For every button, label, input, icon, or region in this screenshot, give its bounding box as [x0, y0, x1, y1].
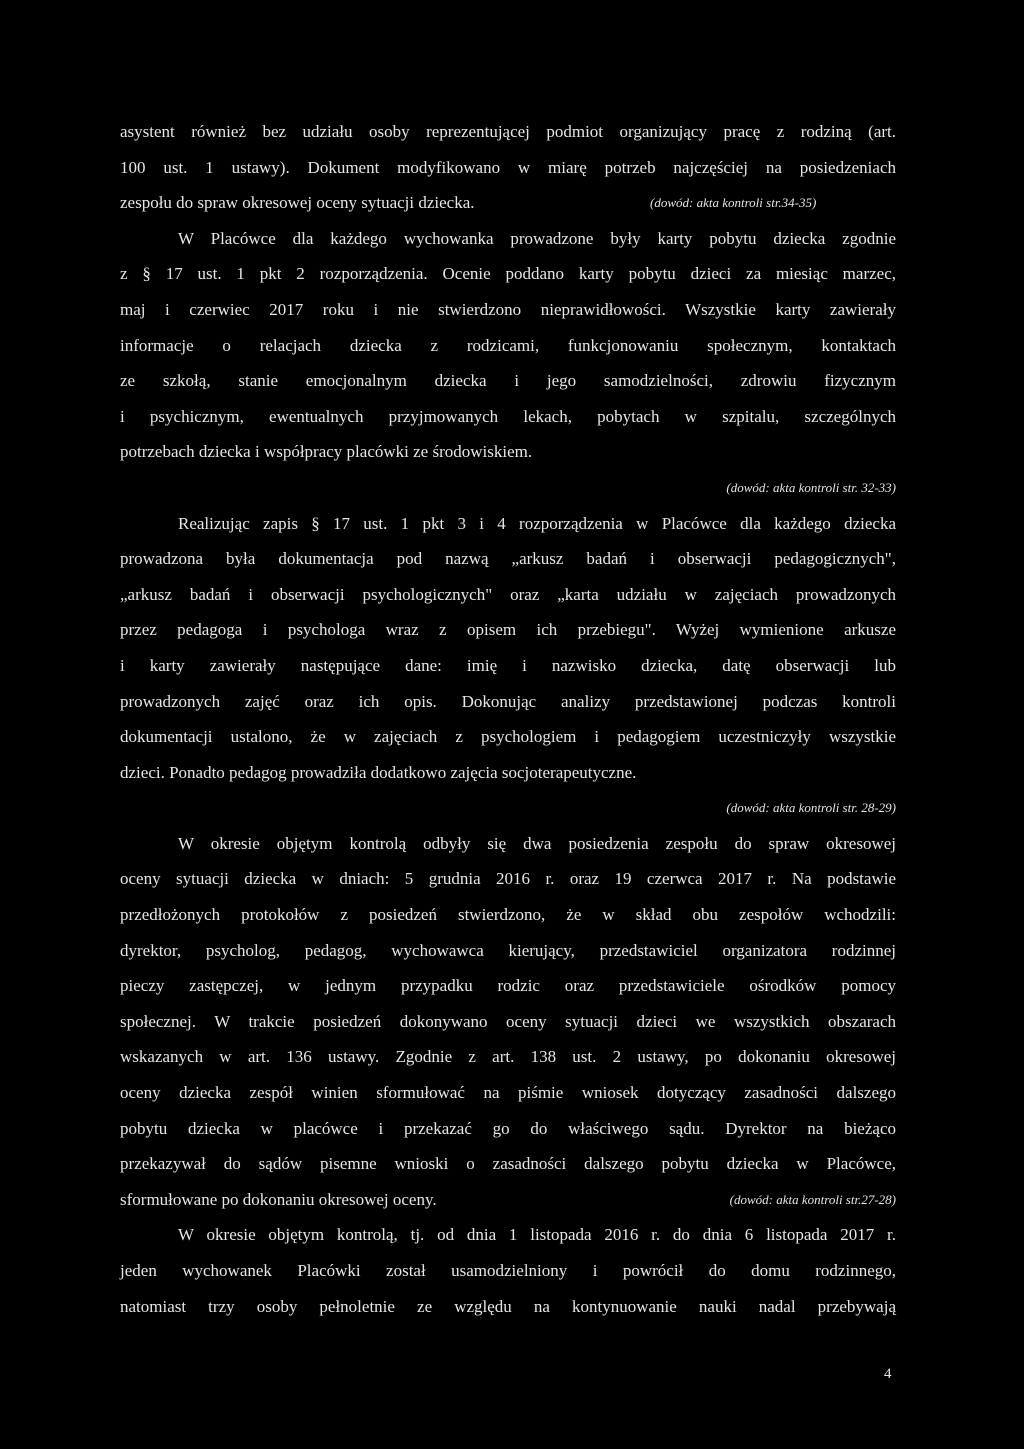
text-line: przedłożonych protokołów z posiedzeń stwierdzono, że w skład obu zespołów wchodzili:: [120, 905, 896, 925]
text-line: dzieci. Ponadto pedagog prowadziła dodatkowo zajęcia socjoterapeutyczne.: [120, 762, 637, 782]
text-line: maj i czerwiec 2017 roku i nie stwierdzono nieprawidłowości. Wszystkie karty zawierały: [120, 299, 896, 319]
evidence-reference: (dowód: akta kontroli str. 32-33): [726, 479, 896, 495]
text-line: informacje o relacjach dziecka z rodzicami, funkcjonowaniu społecznym, kontaktach: [120, 335, 896, 355]
text-line: i psychicznym, ewentualnych przyjmowanych lekach, pobytach w szpitalu, szczególnych: [120, 406, 896, 426]
text-line: natomiast trzy osoby pełnoletnie ze względu na kontynuowanie nauki nadal przebywają: [120, 1296, 896, 1316]
document-body: [120, 114, 896, 1324]
text-line: z § 17 ust. 1 pkt 2 rozporządzenia. Ocenie poddano karty pobytu dzieci za miesiąc marzec,: [120, 264, 896, 284]
text-line: W okresie objętym kontrolą, tj. od dnia 1 listopada 2016 r. do dnia 6 listopada 2017 r.: [178, 1225, 896, 1245]
text-line: pobytu dziecka w placówce i przekazać go do właściwego sądu. Dyrektor na bieżąco: [120, 1118, 896, 1138]
text-line: ze szkołą, stanie emocjonalnym dziecka i jego samodzielności, zdrowiu fizycznym: [120, 371, 896, 391]
text-line: wskazanych w art. 136 ustawy. Zgodnie z art. 138 ust. 2 ustawy, po dokonaniu okresowej: [120, 1047, 896, 1067]
evidence-reference: (dowód: akta kontroli str. 28-29): [726, 800, 896, 816]
text-line: 100 ust. 1 ustawy). Dokument modyfikowano w miarę potrzeb najczęściej na posiedzeniach: [120, 157, 896, 177]
text-line: przez pedagoga i psychologa wraz z opisem ich przebiegu". Wyżej wymienione arkusze: [120, 620, 896, 640]
text-line: [120, 1182, 896, 1218]
text-line: W okresie objętym kontrolą odbyły się dwa posiedzenia zespołu do spraw okresowej: [178, 833, 896, 853]
text-line: prowadzonych zajęć oraz ich opis. Dokonując analizy przedstawionej podczas kontroli: [120, 691, 896, 711]
text-line-content: sformułowane po dokonaniu okresowej oceny.: [120, 1189, 437, 1209]
text-line: Realizując zapis § 17 ust. 1 pkt 3 i 4 rozporządzenia w Placówce dla każdego dziecka: [178, 513, 896, 533]
text-line: prowadzona była dokumentacja pod nazwą „arkusz badań i obserwacji pedagogicznych",: [120, 549, 896, 569]
text-line: i karty zawierały następujące dane: imię i nazwisko dziecka, datę obserwacji lub: [120, 655, 896, 675]
text-line: asystent również bez udziału osoby reprezentującej podmiot organizujący pracę z rodziną (art.: [120, 122, 896, 141]
text-line: W Placówce dla każdego wychowanka prowadzone były karty pobytu dziecka zgodnie: [178, 228, 896, 248]
text-line: dokumentacji ustalono, że w zajęciach z psychologiem i pedagogiem uczestniczyły wszystkie: [120, 727, 896, 747]
text-line: pieczy zastępczej, w jednym przypadku rodzic oraz przedstawiciele ośrodków pomocy: [120, 976, 896, 996]
text-line: potrzebach dziecka i współpracy placówki ze środowiskiem.: [120, 442, 533, 462]
text-line: społecznej. W trakcie posiedzeń dokonywano oceny sytuacji dzieci we wszystkich obszarach: [120, 1011, 896, 1031]
evidence-reference: (dowód: akta kontroli str.34-35): [650, 195, 817, 211]
text-line: „arkusz badań i obserwacji psychologicznych" oraz „karta udziału w zajęciach prowadzonych: [120, 584, 896, 604]
text-line: oceny dziecka zespół winien sformułować na piśmie wniosek dotyczący zasadności dalszego: [120, 1083, 896, 1103]
evidence-reference: (dowód: akta kontroli str.27-28): [729, 1191, 896, 1207]
text-line: jeden wychowanek Placówki został usamodzielniony i powrócił do domu rodzinnego,: [120, 1261, 896, 1280]
page-number: 4: [884, 1366, 892, 1382]
text-line: dyrektor, psycholog, pedagog, wychowawca kierujący, przedstawiciel organizatora rodzinnej: [120, 940, 896, 960]
text-line: oceny sytuacji dziecka w dniach: 5 grudnia 2016 r. oraz 19 czerwca 2017 r. Na podstawie: [120, 869, 896, 889]
text-line-content: zespołu do spraw okresowej oceny sytuacji dziecka.: [120, 193, 475, 213]
text-line: [120, 185, 896, 221]
text-line: przekazywał do sądów pisemne wnioski o zasadności dalszego pobytu dziecka w Placówce,: [120, 1154, 896, 1174]
